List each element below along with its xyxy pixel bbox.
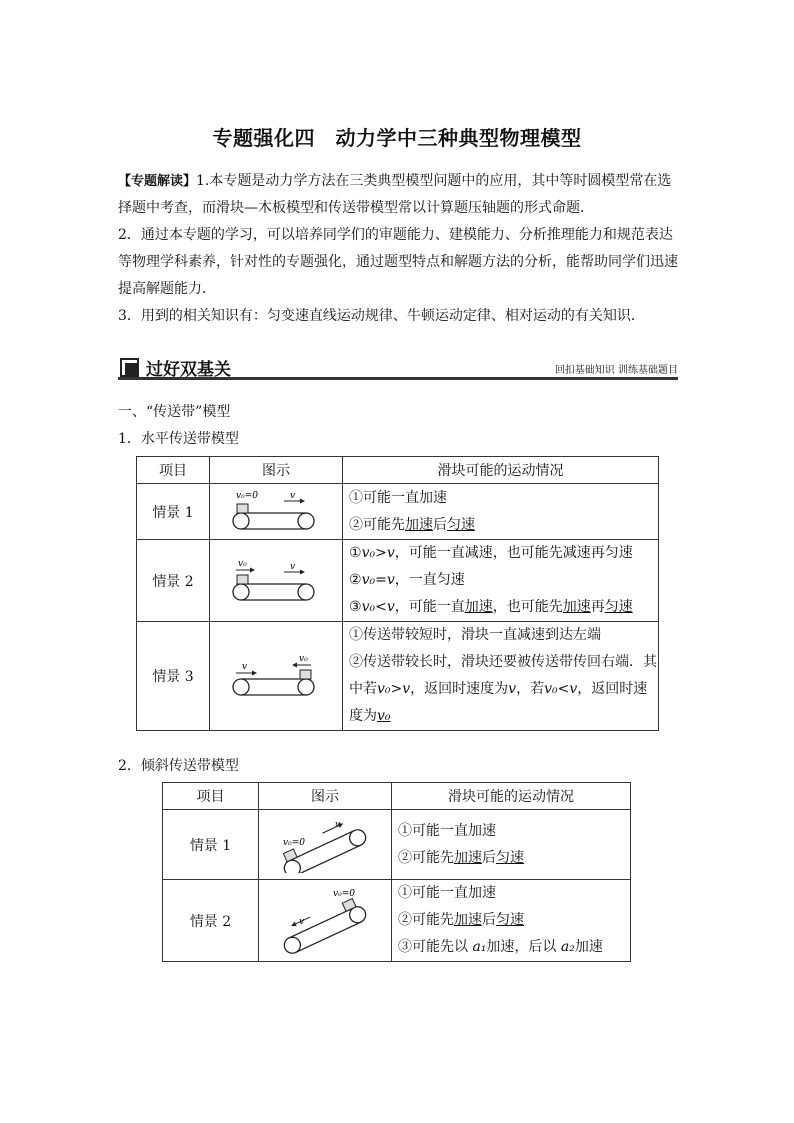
motion-text: ，返回时速 bbox=[577, 681, 648, 697]
motion-line bbox=[349, 540, 658, 567]
motion-text: ②可能先 bbox=[398, 849, 454, 866]
table-header-row bbox=[163, 783, 631, 810]
motion-line bbox=[349, 594, 658, 621]
header-item: 项目 bbox=[163, 783, 259, 810]
horizontal-table bbox=[136, 456, 659, 731]
intro-paragraph-1 bbox=[118, 168, 678, 222]
motion-text: 加速 bbox=[454, 849, 482, 866]
motion-text: v₀=v bbox=[361, 572, 395, 588]
conveyor-figure bbox=[226, 651, 326, 701]
motion-text: 加速 bbox=[405, 516, 433, 533]
conveyor-figure bbox=[226, 556, 326, 606]
motion-line bbox=[349, 567, 658, 594]
fig-label-v: v bbox=[335, 819, 341, 830]
motion-text: a₂ bbox=[560, 939, 575, 955]
row-name: 情景 1 bbox=[163, 810, 259, 880]
motion-text: ，返回时速度为 bbox=[410, 681, 509, 697]
subsection-title: 一、“传送带”模型 bbox=[118, 404, 231, 420]
motion-text: ② bbox=[349, 572, 362, 588]
inclined-label: 2．倾斜传送带模型 bbox=[118, 758, 239, 774]
motion-line bbox=[398, 907, 630, 934]
header-motion: 滑块可能的运动情况 bbox=[343, 457, 659, 484]
header-motion: 滑块可能的运动情况 bbox=[392, 783, 631, 810]
fig-label-v: v bbox=[290, 561, 296, 572]
motion-line bbox=[349, 649, 658, 676]
motion-text: v₀<v bbox=[544, 681, 578, 697]
motion-text: 匀速 bbox=[604, 599, 633, 615]
motion-text: ，若 bbox=[516, 681, 545, 697]
intro-paragraph-2: 2．通过本专题的学习，可以培养同学们的审题能力、建模能力、分析推理能力和规范表达等物理学科素养，针对性的专题强化，通过题型特点和解题方法的分析，能帮助同学们迅速提高解题能力． bbox=[118, 227, 678, 297]
motion-text: ① bbox=[349, 545, 362, 561]
horizontal-label: 1．水平传送带模型 bbox=[118, 431, 239, 447]
figure-cell bbox=[210, 540, 343, 622]
motion-text: v₀>v bbox=[361, 545, 395, 561]
row-name: 情景 3 bbox=[137, 622, 210, 731]
motion-text: 加速 bbox=[562, 599, 591, 615]
table-header-row bbox=[137, 457, 659, 484]
motion-text: ①可能一直加速 bbox=[398, 822, 496, 839]
motion-text: ，可能一直减速，也可能先减速再匀速 bbox=[394, 545, 633, 561]
figure-cell bbox=[259, 880, 392, 962]
motion-text: 度为 bbox=[349, 708, 377, 724]
motion-text: ①可能一直加速 bbox=[349, 489, 447, 506]
motion-cell bbox=[343, 622, 659, 731]
motion-text: 加速 bbox=[464, 599, 493, 615]
motion-line bbox=[349, 703, 658, 730]
section-heading: 过好双基关 bbox=[146, 360, 231, 380]
motion-text: 匀速 bbox=[447, 516, 475, 533]
row-name: 情景 2 bbox=[137, 540, 210, 622]
motion-text: 加速，后以 bbox=[486, 939, 561, 955]
motion-text: ，也可能先 bbox=[492, 599, 563, 615]
motion-text: v₀ bbox=[377, 708, 391, 724]
motion-text: 匀速 bbox=[496, 912, 524, 928]
motion-line bbox=[398, 934, 630, 961]
motion-text: ③ bbox=[349, 599, 362, 615]
row-name: 情景 1 bbox=[137, 484, 210, 540]
motion-text: ③可能先以 bbox=[398, 939, 473, 955]
motion-line bbox=[349, 676, 658, 703]
motion-line bbox=[349, 485, 658, 512]
motion-text: 再 bbox=[590, 599, 605, 615]
intro-text-1: 1.本专题是动力学方法在三类典型模型问题中的应用，其中等时圆模型常在选择题中考查，而滑块—木板模型和传送带模型常以计算题压轴题的形式命题． bbox=[118, 173, 672, 216]
motion-line bbox=[349, 622, 658, 649]
motion-text: v₀<v bbox=[361, 599, 395, 615]
section-subtext: 回扣基础知识 训练基础题目 bbox=[554, 365, 678, 376]
row-name: 情景 2 bbox=[163, 880, 259, 962]
motion-text: ①传送带较短时，滑块一直减速到达左端 bbox=[349, 627, 601, 643]
motion-cell bbox=[392, 880, 631, 962]
motion-line bbox=[398, 880, 630, 907]
motion-text: ②传送带较长时，滑块还要被传送带传回右端．其 bbox=[349, 654, 657, 670]
motion-cell bbox=[343, 484, 659, 540]
motion-cell bbox=[343, 540, 659, 622]
figure-cell bbox=[210, 484, 343, 540]
fig-label-v0: v₀=0 bbox=[283, 837, 305, 848]
section-header bbox=[118, 354, 678, 380]
motion-text: ，可能一直 bbox=[394, 599, 465, 615]
motion-text: ②可能先 bbox=[398, 912, 454, 928]
fig-label-v0: v₀ bbox=[238, 558, 247, 569]
motion-text: v₀>v bbox=[377, 681, 411, 697]
header-item: 项目 bbox=[137, 457, 210, 484]
motion-cell bbox=[392, 810, 631, 880]
inclined-conveyor-figure bbox=[275, 817, 375, 873]
conveyor-figure bbox=[226, 489, 326, 535]
intro-tag: 【专题解读】 bbox=[118, 174, 197, 189]
table-row bbox=[163, 880, 631, 962]
fig-label-v0: v₀ bbox=[299, 654, 308, 664]
fig-label-v: v bbox=[242, 662, 248, 672]
table-row bbox=[137, 622, 659, 731]
inclined-conveyor-figure bbox=[275, 886, 375, 956]
motion-text: ②可能先 bbox=[349, 516, 405, 533]
figure-cell bbox=[259, 810, 392, 880]
motion-text: 后 bbox=[482, 849, 496, 866]
intro-paragraph-3: 3．用到的相关知识有：匀变速直线运动规律、牛顿运动定律、相对运动的有关知识． bbox=[118, 308, 645, 324]
section-rule bbox=[118, 377, 678, 380]
motion-line bbox=[349, 512, 658, 539]
fig-label-v0: v₀=0 bbox=[236, 490, 258, 501]
motion-line bbox=[398, 845, 630, 872]
fig-label-v0: v₀=0 bbox=[333, 888, 355, 899]
table-row bbox=[137, 484, 659, 540]
motion-text: ①可能一直加速 bbox=[398, 885, 496, 901]
motion-text: 后 bbox=[482, 912, 496, 928]
table-row bbox=[137, 540, 659, 622]
fig-label-v: v bbox=[290, 490, 296, 501]
motion-text: 加速 bbox=[574, 939, 603, 955]
motion-text: a₁ bbox=[472, 939, 487, 955]
header-figure: 图示 bbox=[259, 783, 392, 810]
header-figure: 图示 bbox=[210, 457, 343, 484]
motion-text: 后 bbox=[433, 516, 447, 533]
inclined-table bbox=[162, 782, 631, 962]
fig-label-v: v bbox=[299, 916, 305, 927]
motion-text: v bbox=[508, 681, 517, 697]
motion-text: 加速 bbox=[454, 912, 482, 928]
motion-text: 匀速 bbox=[496, 849, 524, 866]
motion-line bbox=[398, 818, 630, 845]
motion-text: ，一直匀速 bbox=[394, 572, 465, 588]
figure-cell bbox=[210, 622, 343, 731]
table-row bbox=[163, 810, 631, 880]
page-title: 专题强化四 动力学中三种典型物理模型 bbox=[212, 126, 582, 150]
motion-text: 中若 bbox=[349, 681, 377, 697]
